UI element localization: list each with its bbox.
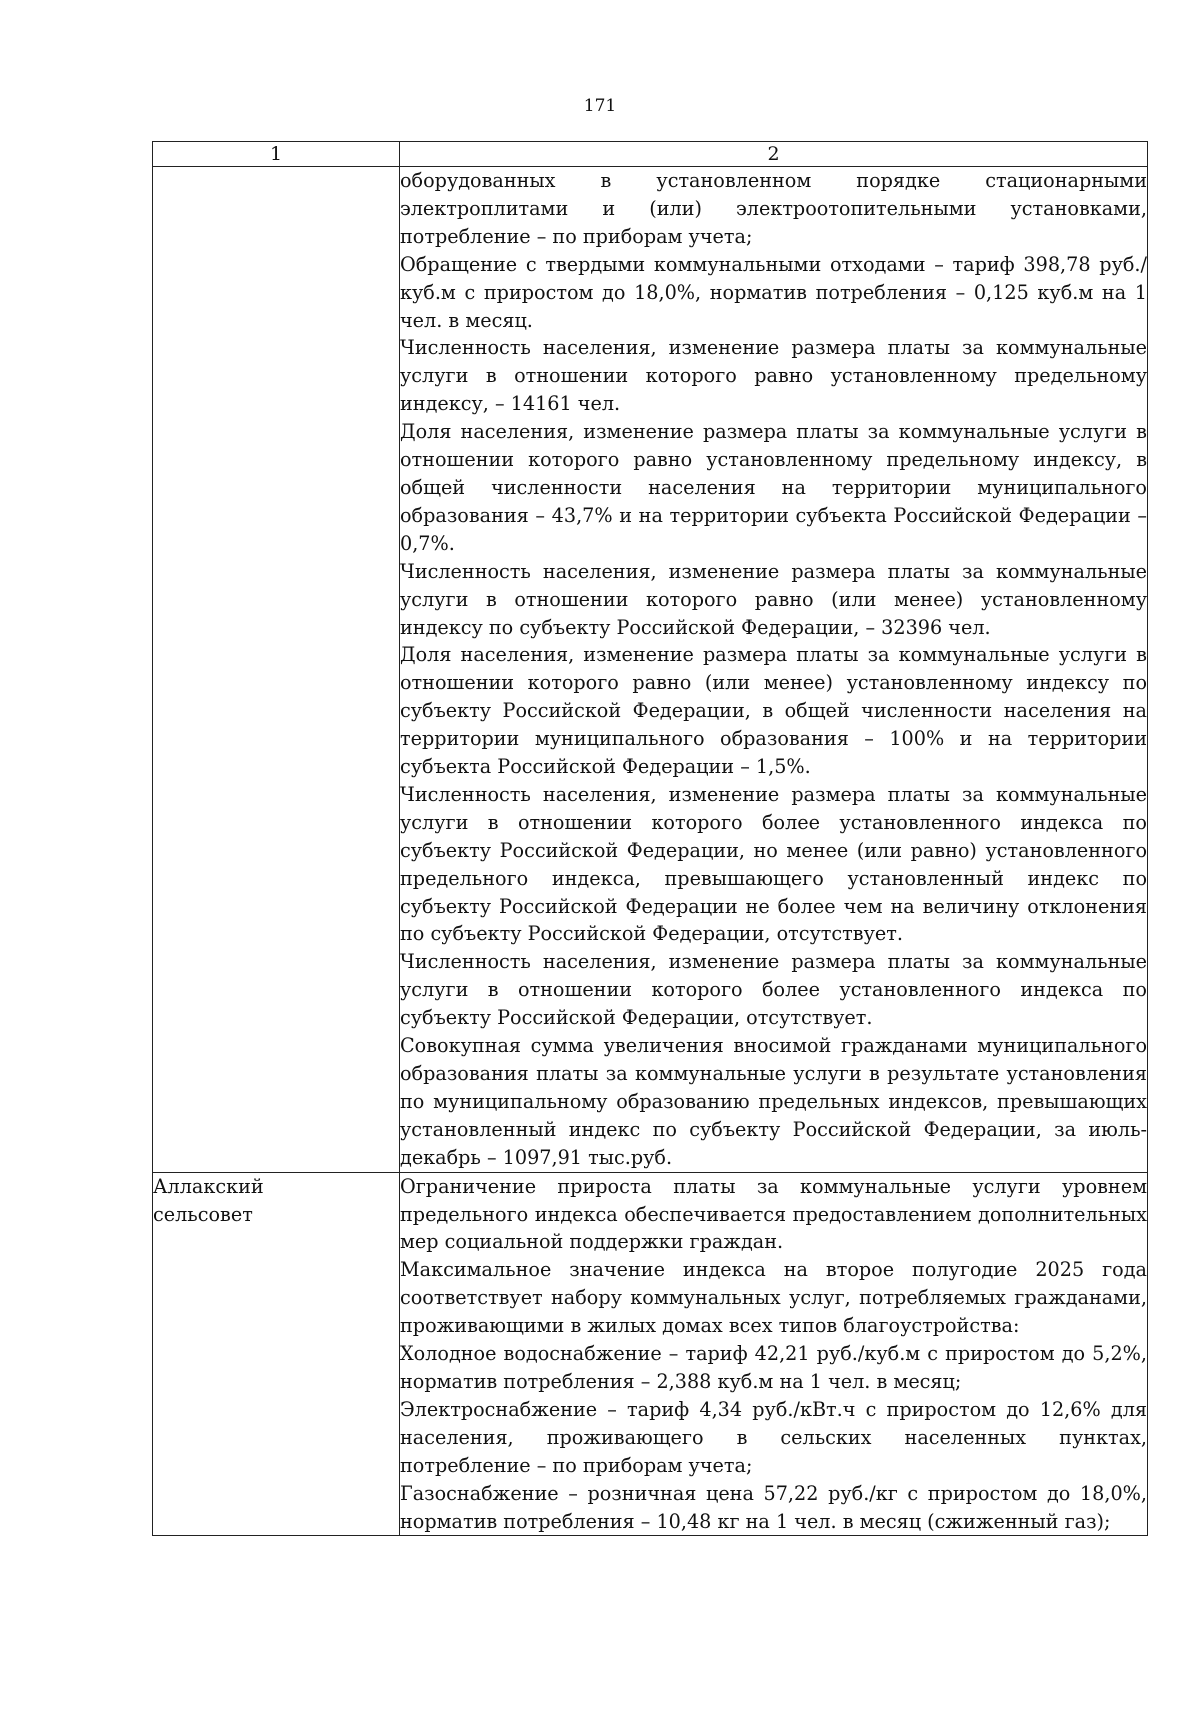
municipality-name-line: Аллакский <box>153 1174 264 1198</box>
municipality-name-line: сельсовет <box>153 1202 253 1226</box>
column-header-1: 1 <box>153 142 400 167</box>
indicators-cell <box>400 1172 1148 1536</box>
paragraph: Численность населения, изменение размера платы за коммунальные услуги в отношении которого равно (или менее) установленному индексу по субъекту Российской Федерации, – 32396 чел. <box>400 559 1147 639</box>
paragraph: Электроснабжение – тариф 4,34 руб./кВт.ч с приростом до 12,6% для населения, проживающего в сельских населенных пунктах, потребление – по приборам учета; <box>400 1397 1147 1477</box>
paragraph: оборудованных в установленном порядке стационарными электроплитами и (или) электроотопительными установками, потребление – по приборам учета; <box>400 169 1147 248</box>
table-row <box>153 1172 1148 1536</box>
indices-table <box>152 141 1148 1536</box>
paragraph: Численность населения, изменение размера платы за коммунальные услуги в отношении которого более установленного индекса по субъекту Российской Федерации, но менее (или равно) установленного предельного индекса, превышающего установленный индекс по субъекту Российской Федерации не более чем на величину отклонения по субъекту Российской Федерации, отсутствует. <box>400 782 1147 946</box>
paragraph: Доля населения, изменение размера платы за коммунальные услуги в отношении которого равно (или менее) установленному индексу по субъекту Российской Федерации, в общей численности населения на территории муниципального образования – 100% и на территории субъекта Российской Федерации – 1,5%. <box>400 643 1147 779</box>
page-number: 171 <box>583 96 617 116</box>
paragraph: Обращение с твердыми коммунальными отходами – тариф 398,78 руб./куб.м с приростом до 18,0%, норматив потребления – 0,125 куб.м на 1 чел. в месяц. <box>400 252 1147 332</box>
municipality-name-cell <box>153 167 400 1173</box>
paragraph: Численность населения, изменение размера платы за коммунальные услуги в отношении которого равно установленному предельному индексу, – 14161 чел. <box>400 336 1147 416</box>
paragraph: Ограничение прироста платы за коммунальные услуги уровнем предельного индекса обеспечивается предоставлением дополнительных мер социальной поддержки граждан. <box>400 1174 1147 1254</box>
indicators-cell <box>400 167 1148 1173</box>
paragraph: Холодное водоснабжение – тариф 42,21 руб./куб.м с приростом до 5,2%, норматив потребления – 2,388 куб.м на 1 чел. в месяц; <box>400 1342 1147 1393</box>
paragraph: Максимальное значение индекса на второе полугодие 2025 года соответствует набору коммунальных услуг, потребляемых гражданами, проживающими в жилых домах всех типов благоустройства: <box>400 1258 1147 1338</box>
table-row <box>153 167 1148 1173</box>
paragraph: Доля населения, изменение размера платы за коммунальные услуги в отношении которого равно установленному предельному индексу, в общей численности населения на территории муниципального образования – 43,7% и на территории субъекта Российской Федерации – 0,7%. <box>400 420 1147 555</box>
column-header-2: 2 <box>400 142 1148 167</box>
paragraph: Численность населения, изменение размера платы за коммунальные услуги в отношении которого более установленного индекса по субъекту Российской Федерации, отсутствует. <box>400 950 1147 1030</box>
paragraph: Газоснабжение – розничная цена 57,22 руб./кг с приростом до 18,0%, норматив потребления – 10,48 кг на 1 чел. в месяц (сжиженный газ); <box>400 1481 1147 1533</box>
municipality-name-cell <box>153 1172 400 1536</box>
table-header-row <box>153 142 1148 167</box>
paragraph: Совокупная сумма увеличения вносимой гражданами муниципального образования платы за коммунальные услуги в результате установления по муниципальному образованию предельных индексов, превышающих установленный индекс по субъекту Российской Федерации, за июль-декабрь – 1097,91 тыс.руб. <box>400 1034 1147 1169</box>
